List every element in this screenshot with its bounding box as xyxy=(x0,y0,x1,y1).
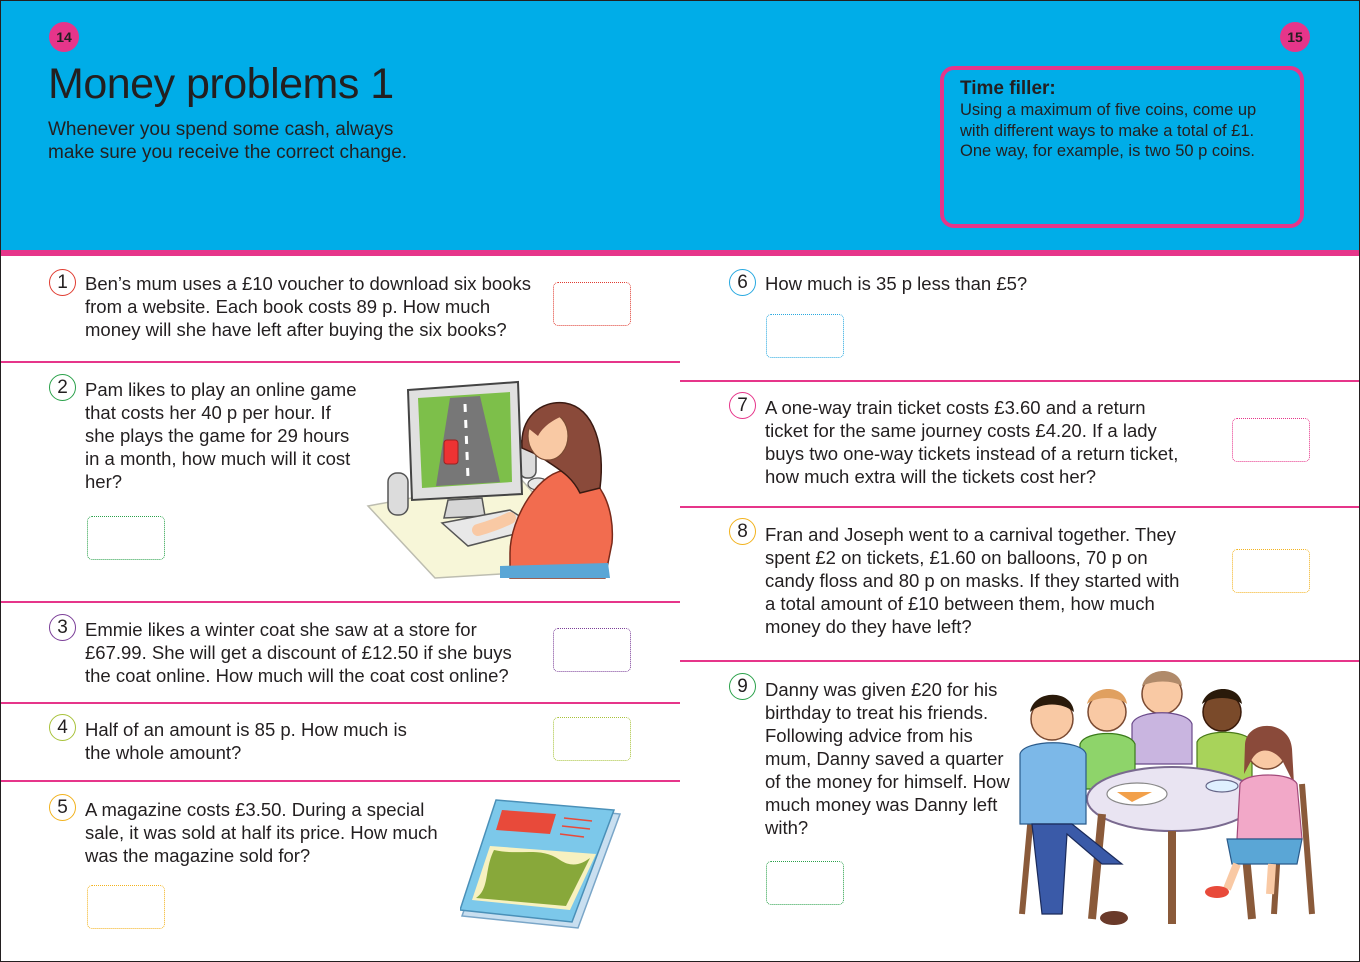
divider xyxy=(0,780,680,782)
page-number-right: 15 xyxy=(1280,22,1310,52)
answer-box-3[interactable] xyxy=(553,628,631,672)
page-border-left xyxy=(0,0,1,962)
page-subtitle: Whenever you spend some cash, always make sure you receive the correct change. xyxy=(48,119,408,163)
question-9-text: Danny was given £20 for his birthday to treat his friends. Following advice from his mum, Danny saved a quarter of the money for himself. How much money was Danny left with? xyxy=(765,679,1010,838)
question-number-7: 7 xyxy=(729,392,756,419)
header-divider xyxy=(0,250,1360,256)
question-number-1: 1 xyxy=(49,269,76,296)
divider xyxy=(0,601,680,603)
time-filler-box xyxy=(940,66,1304,228)
page-border-top xyxy=(0,0,1360,1)
question-3-text: Emmie likes a winter coat she saw at a store for £67.99. She will get a discount of £12.50 if she buys the coat online. How much will the coat cost online? xyxy=(85,619,512,686)
question-number-4: 4 xyxy=(49,714,76,741)
question-2-text: Pam likes to play an online game that costs her 40 p per hour. If she plays the game for 29 hours in a month, how much will it cost her? xyxy=(85,379,357,492)
divider xyxy=(680,506,1360,508)
question-number-5: 5 xyxy=(49,794,76,821)
answer-box-8[interactable] xyxy=(1232,549,1310,593)
answer-box-7[interactable] xyxy=(1232,418,1310,462)
page-title: Money problems 1 xyxy=(48,60,394,108)
answer-box-1[interactable] xyxy=(553,282,631,326)
friends-party-illustration xyxy=(1012,664,1317,944)
answer-box-9[interactable] xyxy=(766,861,844,905)
divider xyxy=(0,702,680,704)
answer-box-5[interactable] xyxy=(87,885,165,929)
question-number-6: 6 xyxy=(729,269,756,296)
answer-box-6[interactable] xyxy=(766,314,844,358)
question-4-text: Half of an amount is 85 p. How much is the whole amount? xyxy=(85,719,407,763)
computer-girl-illustration xyxy=(360,378,620,583)
question-number-8: 8 xyxy=(729,518,756,545)
answer-box-2[interactable] xyxy=(87,516,165,560)
divider xyxy=(680,660,1360,662)
question-number-3: 3 xyxy=(49,614,76,641)
question-number-9: 9 xyxy=(729,673,756,700)
page-number-left: 14 xyxy=(49,22,79,52)
question-6-text: How much is 35 p less than £5? xyxy=(765,273,1028,294)
question-7-text: A one-way train ticket costs £3.60 and a return ticket for the same journey costs £4.20. If a lady buys two one-way tickets instead of a return ticket, how much extra will the tickets cost her? xyxy=(765,397,1179,487)
question-8-text: Fran and Joseph went to a carnival together. They spent £2 on tickets, £1.60 on balloons, 70 p on candy floss and 80 p on masks. If they started with a total amount of £10 between them, how much money do they have left? xyxy=(765,524,1180,637)
magazine-illustration xyxy=(460,798,625,933)
time-filler-text: Using a maximum of five coins, come up with different ways to make a total of £1. One way, for example, is two 50 p coins. xyxy=(960,101,1257,160)
time-filler-title: Time filler: xyxy=(960,78,1056,99)
question-number-2: 2 xyxy=(49,374,76,401)
question-1-text: Ben’s mum uses a £10 voucher to download six books from a website. Each book costs 89 p. How much money will she have left after buying the six books? xyxy=(85,273,531,340)
answer-box-4[interactable] xyxy=(553,717,631,761)
question-5-text: A magazine costs £3.50. During a special sale, it was sold at half its price. How much was the magazine sold for? xyxy=(85,799,438,866)
divider xyxy=(680,380,1360,382)
divider xyxy=(0,361,680,363)
